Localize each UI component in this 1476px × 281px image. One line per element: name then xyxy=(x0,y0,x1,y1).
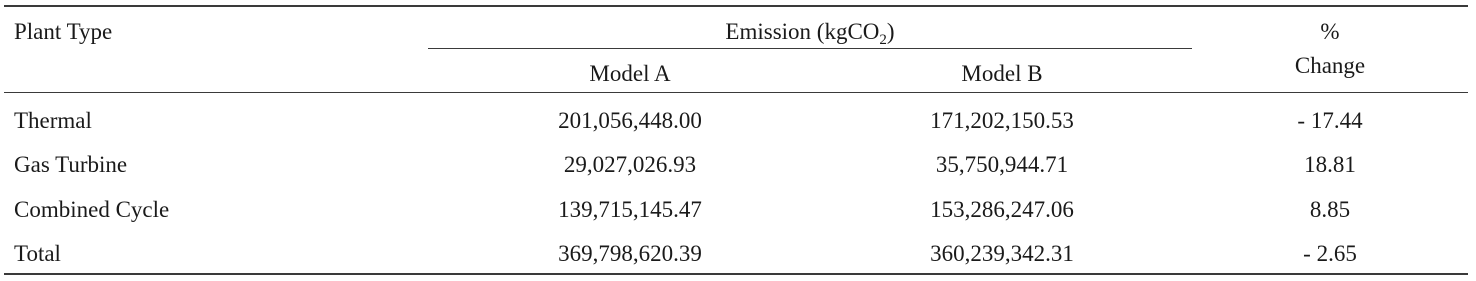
header-model-a: Model A xyxy=(589,61,671,86)
row-model-a: 369,798,620.39 xyxy=(558,241,702,266)
row-model-b: 360,239,342.31 xyxy=(930,241,1074,266)
header-emission xyxy=(428,18,1192,46)
row-model-a: 139,715,145.47 xyxy=(558,197,702,222)
row-model-b: 153,286,247.06 xyxy=(930,197,1074,222)
row-model-b: 35,750,944.71 xyxy=(935,152,1069,177)
row-model-a: 201,056,448.00 xyxy=(558,108,702,133)
row-plant-type: Thermal xyxy=(14,108,92,133)
row-pct-change: 8.85 xyxy=(1309,197,1351,222)
header-emission-close: ) xyxy=(886,19,895,44)
header-emission-subscript: 2 xyxy=(879,32,887,48)
header-plant-type: Plant Type xyxy=(14,19,113,44)
header-emission-text: Emission (kgCO xyxy=(725,19,880,44)
row-pct-change: - 2.65 xyxy=(1303,241,1357,266)
row-model-b: 171,202,150.53 xyxy=(930,108,1074,133)
header-bottom-rule xyxy=(4,92,1468,93)
emission-subheader-rule xyxy=(428,48,1192,49)
header-model-b: Model B xyxy=(961,61,1043,86)
table-bottom-rule xyxy=(4,273,1468,275)
row-pct-change: - 17.44 xyxy=(1297,108,1363,133)
header-pct-change: Change xyxy=(1294,53,1366,78)
table-top-rule xyxy=(4,5,1468,7)
header-pct-symbol: % xyxy=(1320,19,1340,44)
row-model-a: 29,027,026.93 xyxy=(563,152,697,177)
row-pct-change: 18.81 xyxy=(1304,152,1356,177)
row-plant-type: Combined Cycle xyxy=(14,197,170,222)
row-plant-type: Gas Turbine xyxy=(14,152,128,177)
row-plant-type: Total xyxy=(14,241,61,266)
